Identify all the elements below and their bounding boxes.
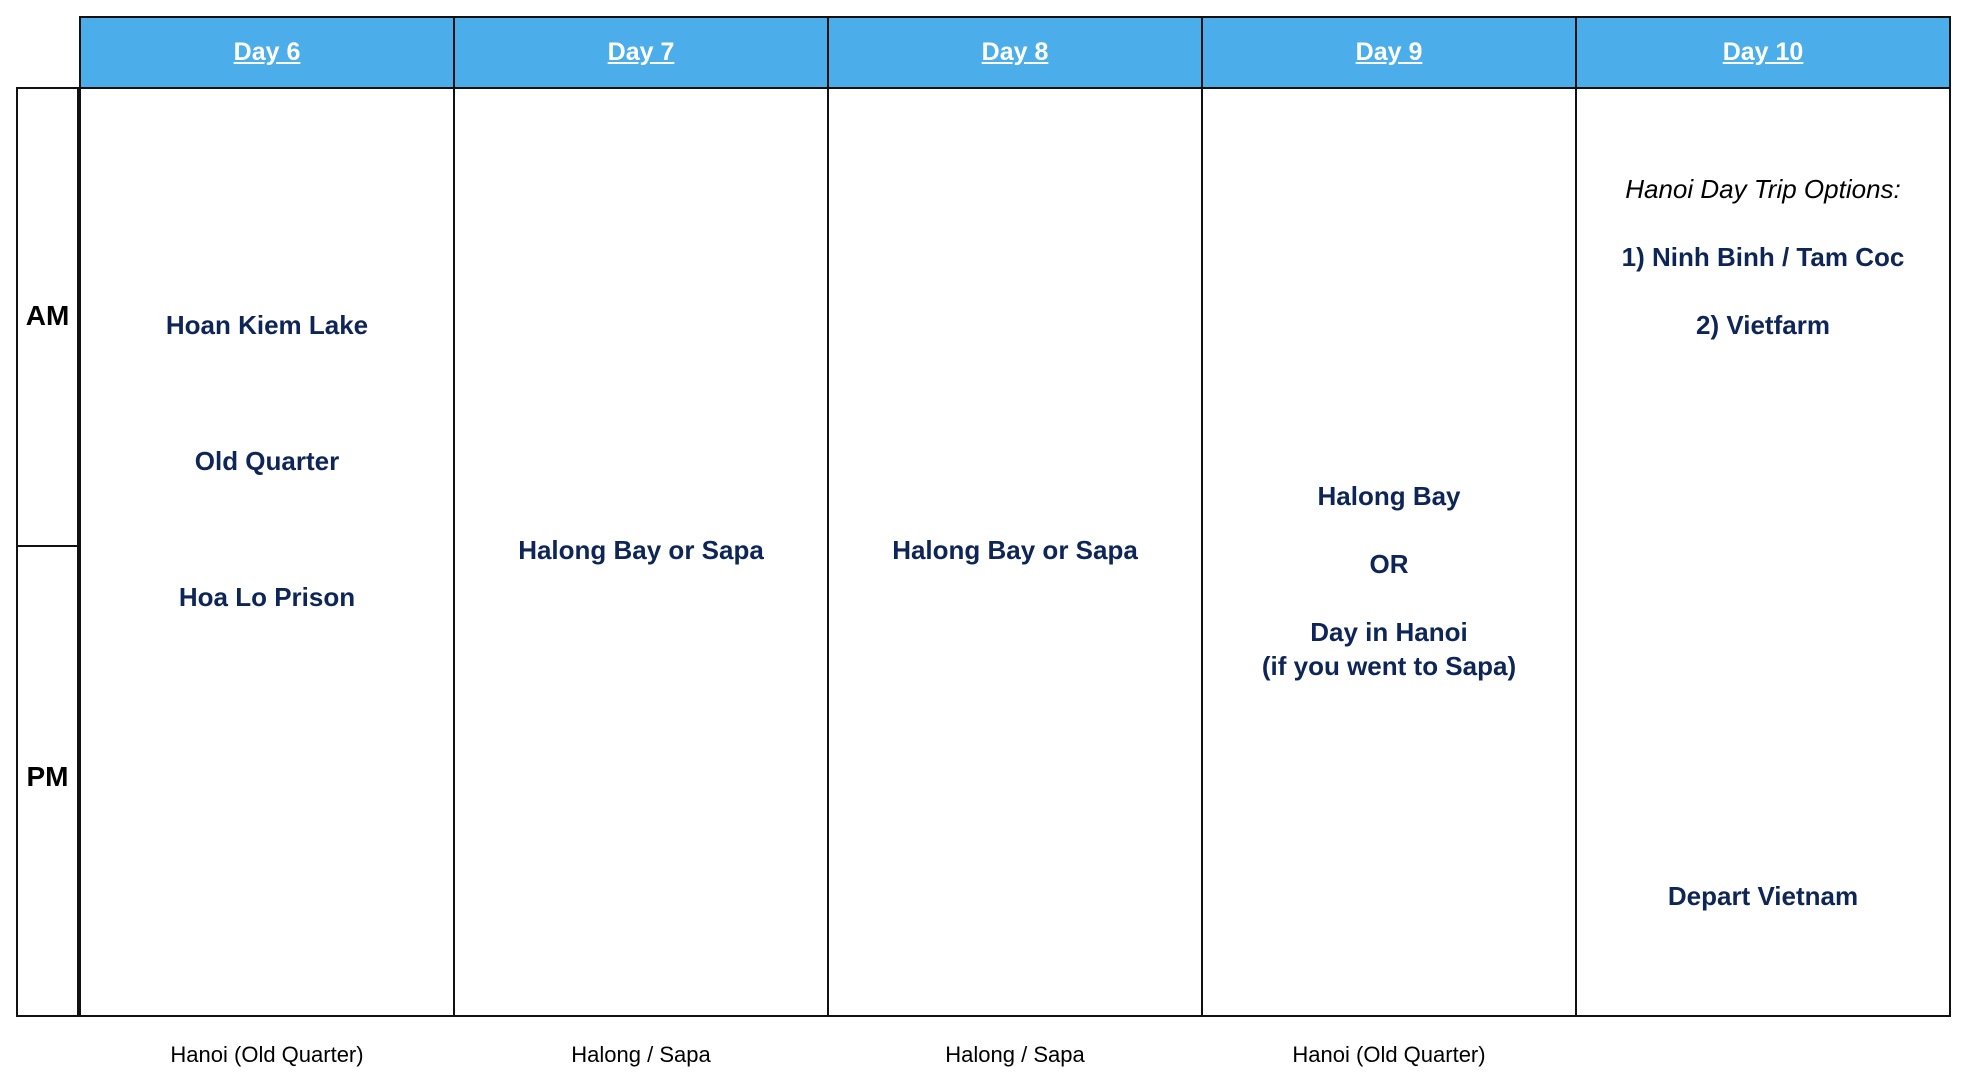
day-8-location: Halong / Sapa — [945, 1042, 1085, 1067]
day-8-activity: Halong Bay or Sapa — [892, 535, 1138, 565]
day-10-option-ninh-binh: 1) Ninh Binh / Tam Coc — [1621, 242, 1905, 272]
header-day-7-label: Day 7 — [607, 38, 675, 66]
day-10-column — [1575, 87, 1951, 1017]
header-day-9-label: Day 9 — [1355, 38, 1423, 66]
header-day-8-label: Day 8 — [981, 38, 1049, 66]
day-6-location: Hanoi (Old Quarter) — [170, 1042, 364, 1067]
day-9-option-halong: Halong Bay — [1317, 481, 1461, 511]
day-10-option-vietfarm: 2) Vietfarm — [1696, 310, 1830, 340]
pm-label: PM — [26, 761, 69, 792]
day-6-column — [79, 87, 455, 1017]
header-day-6-label: Day 6 — [233, 38, 301, 66]
header-day-10 — [1575, 16, 1951, 89]
day-9-or: OR — [1369, 549, 1409, 579]
day-9-location: Hanoi (Old Quarter) — [1292, 1042, 1486, 1067]
day-6-activity-hoan-kiem: Hoan Kiem Lake — [165, 310, 369, 340]
day-10-heading: Hanoi Day Trip Options: — [1625, 174, 1901, 204]
day-7-activity: Halong Bay or Sapa — [518, 535, 764, 565]
header-day-6 — [79, 16, 455, 89]
header-day-10-label: Day 10 — [1722, 38, 1804, 66]
am-label: AM — [25, 300, 70, 331]
header-day-9 — [1201, 16, 1577, 89]
header-day-7 — [453, 16, 829, 89]
day-10-depart: Depart Vietnam — [1667, 881, 1859, 911]
day-9-option-hanoi: Day in Hanoi — [1310, 617, 1468, 647]
day-6-activity-old-quarter: Old Quarter — [194, 446, 340, 476]
day-9-option-hanoi-note: (if you went to Sapa) — [1261, 651, 1517, 681]
day-7-location: Halong / Sapa — [571, 1042, 711, 1067]
header-day-8 — [827, 16, 1203, 89]
day-6-activity-hoa-lo: Hoa Lo Prison — [178, 582, 356, 612]
